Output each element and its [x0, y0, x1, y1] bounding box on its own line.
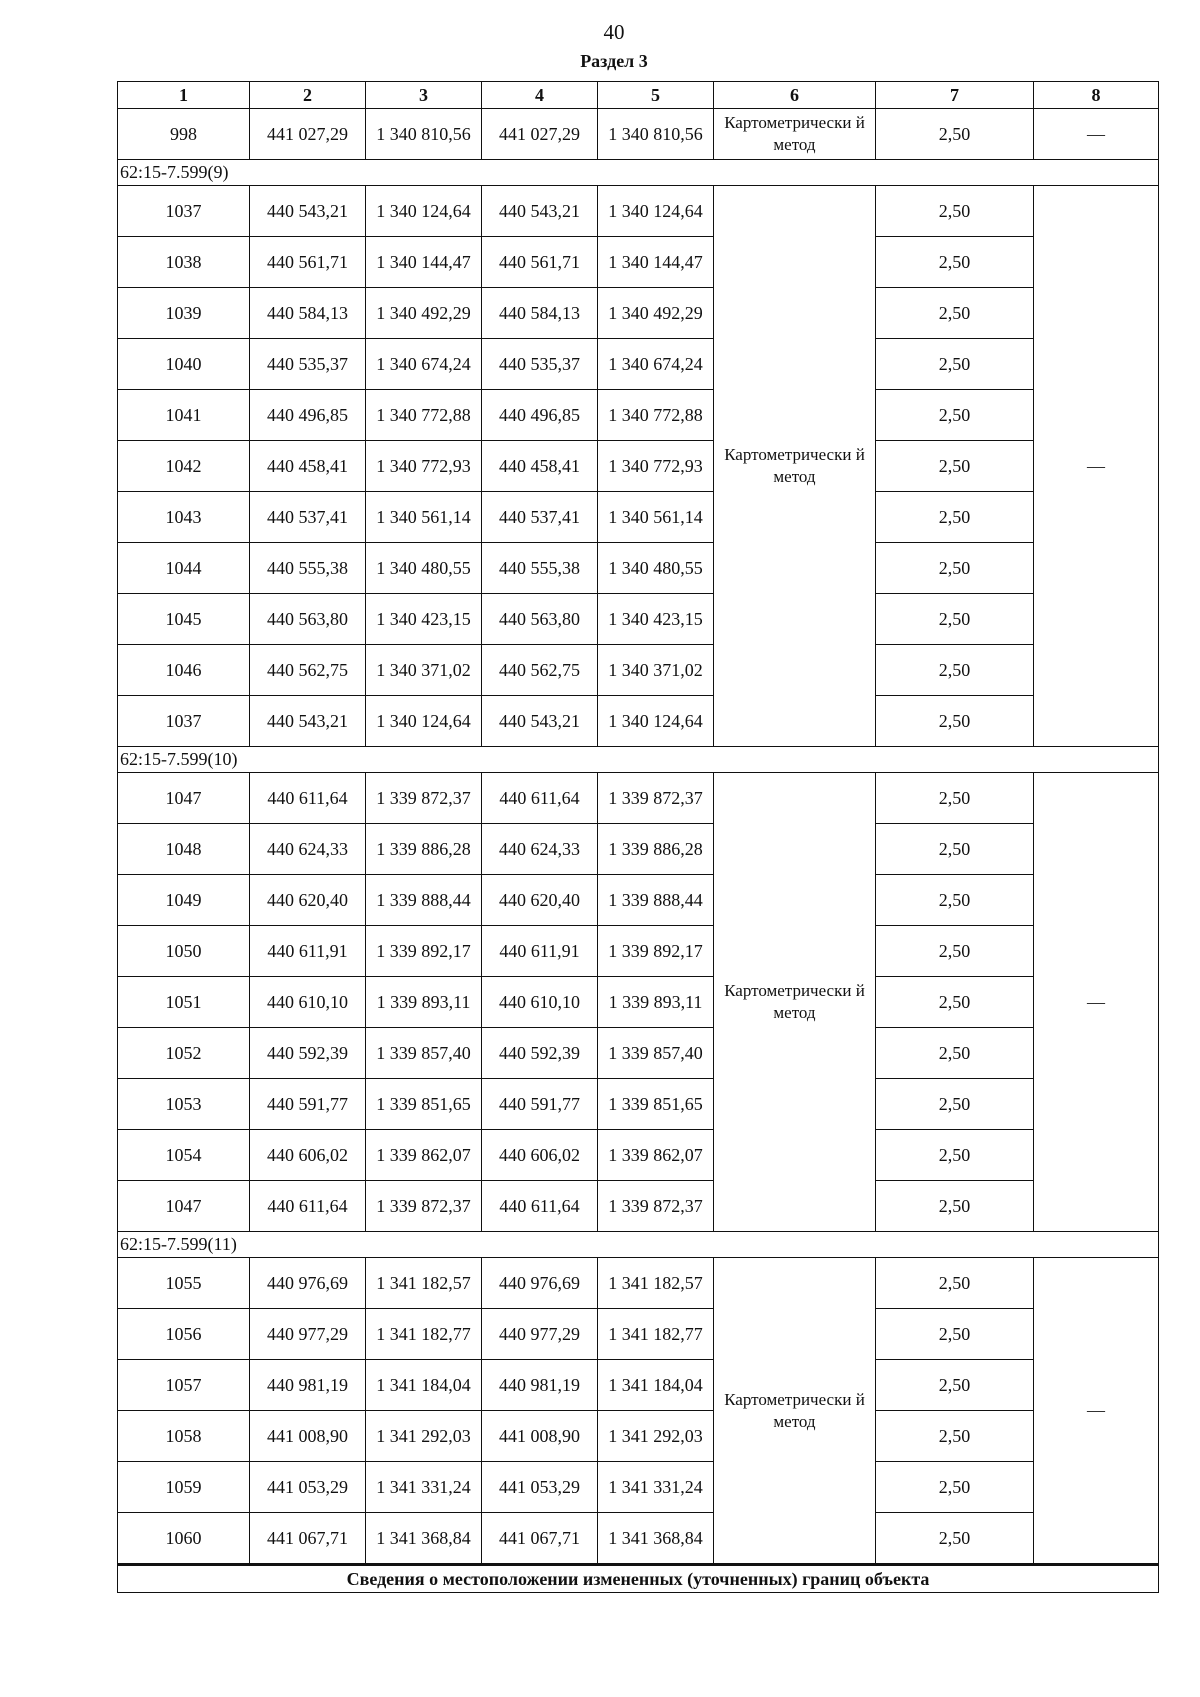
coordinate-cell: 1 340 423,15: [366, 594, 482, 645]
coordinate-cell: 1 340 144,47: [366, 237, 482, 288]
point-number-cell: 1045: [118, 594, 250, 645]
coordinate-cell: 440 606,02: [250, 1130, 366, 1181]
note-cell: —: [1034, 186, 1159, 747]
column-header-row: [118, 82, 1159, 109]
coordinate-cell: 440 561,71: [250, 237, 366, 288]
coordinate-cell: 1 341 331,24: [366, 1462, 482, 1513]
point-number-cell: 1038: [118, 237, 250, 288]
coordinate-cell: 1 340 124,64: [598, 186, 714, 237]
point-number-cell: 1060: [118, 1513, 250, 1565]
table-footer-caption: Сведения о местоположении измененных (уточненных) границ объекта: [118, 1565, 1159, 1593]
coordinate-cell: 1 339 892,17: [598, 926, 714, 977]
column-header: 3: [366, 82, 482, 109]
accuracy-cell: 2,50: [876, 441, 1034, 492]
table-row: [118, 1258, 1159, 1309]
coordinate-cell: 1 340 124,64: [598, 696, 714, 747]
coordinate-cell: 440 543,21: [482, 696, 598, 747]
coordinate-cell: 440 563,80: [250, 594, 366, 645]
coordinate-cell: 1 340 423,15: [598, 594, 714, 645]
coordinate-cell: 440 976,69: [482, 1258, 598, 1309]
accuracy-cell: 2,50: [876, 1028, 1034, 1079]
table-row: [118, 1513, 1159, 1565]
accuracy-cell: 2,50: [876, 926, 1034, 977]
coordinate-cell: 1 341 182,77: [598, 1309, 714, 1360]
coordinate-cell: 1 341 184,04: [366, 1360, 482, 1411]
accuracy-cell: 2,50: [876, 390, 1034, 441]
coordinate-cell: 440 611,64: [250, 773, 366, 824]
method-cell: Картометрически й метод: [714, 186, 876, 747]
column-header: 8: [1034, 82, 1159, 109]
coordinate-cell: 1 339 851,65: [598, 1079, 714, 1130]
coordinate-cell: 440 537,41: [482, 492, 598, 543]
point-number-cell: 1054: [118, 1130, 250, 1181]
point-number-cell: 1058: [118, 1411, 250, 1462]
table-row: [118, 773, 1159, 824]
coordinate-cell: 441 067,71: [482, 1513, 598, 1565]
coordinate-cell: 1 340 772,93: [598, 441, 714, 492]
coordinate-cell: 1 339 872,37: [366, 773, 482, 824]
table-row: [118, 237, 1159, 288]
point-number-cell: 1056: [118, 1309, 250, 1360]
point-number-cell: 1049: [118, 875, 250, 926]
point-number-cell: 1039: [118, 288, 250, 339]
table-row: [118, 1130, 1159, 1181]
coordinate-cell: 1 341 368,84: [598, 1513, 714, 1565]
table-row: [118, 1079, 1159, 1130]
accuracy-cell: 2,50: [876, 1309, 1034, 1360]
accuracy-cell: 2,50: [876, 696, 1034, 747]
coordinates-table: [117, 81, 1159, 1593]
coordinate-cell: 1 341 182,77: [366, 1309, 482, 1360]
coordinate-cell: 440 562,75: [250, 645, 366, 696]
coordinate-cell: 440 535,37: [250, 339, 366, 390]
table-row: [118, 875, 1159, 926]
coordinate-cell: 440 620,40: [250, 875, 366, 926]
group-header-row: [118, 747, 1159, 773]
column-header: 1: [118, 82, 250, 109]
coordinate-cell: 1 340 810,56: [366, 109, 482, 160]
coordinate-cell: 1 340 772,88: [366, 390, 482, 441]
coordinate-cell: 1 340 480,55: [366, 543, 482, 594]
coordinate-cell: 441 008,90: [482, 1411, 598, 1462]
coordinate-cell: 1 341 331,24: [598, 1462, 714, 1513]
point-number-cell: 1048: [118, 824, 250, 875]
table-row: [118, 288, 1159, 339]
coordinate-cell: 1 339 893,11: [598, 977, 714, 1028]
coordinate-cell: 440 977,29: [482, 1309, 598, 1360]
coordinate-cell: 440 620,40: [482, 875, 598, 926]
point-number-cell: 1059: [118, 1462, 250, 1513]
coordinate-cell: 1 339 872,37: [598, 1181, 714, 1232]
coordinate-cell: 440 592,39: [250, 1028, 366, 1079]
coordinate-cell: 440 611,91: [482, 926, 598, 977]
accuracy-cell: 2,50: [876, 186, 1034, 237]
group-title: 62:15-7.599(10): [118, 747, 1159, 773]
point-number-cell: 1043: [118, 492, 250, 543]
accuracy-cell: 2,50: [876, 1258, 1034, 1309]
coordinate-cell: 440 543,21: [250, 696, 366, 747]
accuracy-cell: 2,50: [876, 1513, 1034, 1565]
coordinate-cell: 1 340 124,64: [366, 696, 482, 747]
accuracy-cell: 2,50: [876, 977, 1034, 1028]
coordinate-cell: 441 053,29: [482, 1462, 598, 1513]
table-row: [118, 594, 1159, 645]
coordinate-cell: 440 592,39: [482, 1028, 598, 1079]
method-cell: Картометрически й метод: [714, 1258, 876, 1565]
coordinate-cell: 1 339 886,28: [366, 824, 482, 875]
coordinate-cell: 1 339 888,44: [366, 875, 482, 926]
section-title: Раздел 3: [580, 51, 648, 71]
accuracy-cell: 2,50: [876, 288, 1034, 339]
coordinate-cell: 441 067,71: [250, 1513, 366, 1565]
accuracy-cell: 2,50: [876, 594, 1034, 645]
coordinate-cell: 1 341 368,84: [366, 1513, 482, 1565]
coordinate-cell: 1 341 184,04: [598, 1360, 714, 1411]
coordinate-cell: 1 341 182,57: [598, 1258, 714, 1309]
coordinate-cell: 440 981,19: [250, 1360, 366, 1411]
table-row: [118, 1462, 1159, 1513]
table-footer-row: [118, 1565, 1159, 1593]
coordinate-cell: 440 563,80: [482, 594, 598, 645]
coordinate-cell: 440 624,33: [250, 824, 366, 875]
table-row: [118, 977, 1159, 1028]
table-row: [118, 186, 1159, 237]
accuracy-cell: 2,50: [876, 109, 1034, 160]
coordinate-cell: 440 606,02: [482, 1130, 598, 1181]
coordinate-cell: 1 339 862,07: [598, 1130, 714, 1181]
accuracy-cell: 2,50: [876, 1079, 1034, 1130]
point-number-cell: 1047: [118, 1181, 250, 1232]
page-number: 40: [603, 20, 625, 44]
point-number-cell: 1050: [118, 926, 250, 977]
table-row: [118, 543, 1159, 594]
point-number-cell: 1037: [118, 696, 250, 747]
coordinate-cell: 440 591,77: [250, 1079, 366, 1130]
coordinate-cell: 1 339 872,37: [598, 773, 714, 824]
coordinate-cell: 440 584,13: [250, 288, 366, 339]
coordinate-cell: 1 339 888,44: [598, 875, 714, 926]
note-cell: —: [1034, 773, 1159, 1232]
coordinate-cell: 440 610,10: [250, 977, 366, 1028]
coordinate-cell: 441 027,29: [482, 109, 598, 160]
coordinate-cell: 440 610,10: [482, 977, 598, 1028]
table-row: [118, 1181, 1159, 1232]
table-row: [118, 645, 1159, 696]
coordinate-cell: 1 340 561,14: [366, 492, 482, 543]
column-header: 4: [482, 82, 598, 109]
coordinate-cell: 440 458,41: [482, 441, 598, 492]
column-header: 6: [714, 82, 876, 109]
table-row: [118, 1411, 1159, 1462]
coordinate-cell: 441 008,90: [250, 1411, 366, 1462]
coordinate-cell: 1 339 893,11: [366, 977, 482, 1028]
accuracy-cell: 2,50: [876, 773, 1034, 824]
coordinate-cell: 1 341 292,03: [366, 1411, 482, 1462]
coordinate-cell: 440 611,64: [482, 773, 598, 824]
table-row: [118, 1309, 1159, 1360]
coordinate-cell: 1 339 886,28: [598, 824, 714, 875]
accuracy-cell: 2,50: [876, 824, 1034, 875]
accuracy-cell: 2,50: [876, 1181, 1034, 1232]
table-row: [118, 492, 1159, 543]
coordinate-cell: 440 496,85: [250, 390, 366, 441]
coordinate-cell: 441 053,29: [250, 1462, 366, 1513]
coordinate-cell: 440 562,75: [482, 645, 598, 696]
table-row: [118, 824, 1159, 875]
coordinate-cell: 1 340 371,02: [598, 645, 714, 696]
accuracy-cell: 2,50: [876, 645, 1034, 696]
coordinate-cell: 1 339 872,37: [366, 1181, 482, 1232]
coordinate-cell: 1 341 292,03: [598, 1411, 714, 1462]
coordinate-cell: 440 981,19: [482, 1360, 598, 1411]
table-row: [118, 390, 1159, 441]
table-row: [118, 696, 1159, 747]
accuracy-cell: 2,50: [876, 543, 1034, 594]
coordinate-cell: 440 543,21: [482, 186, 598, 237]
point-number-cell: 1057: [118, 1360, 250, 1411]
coordinate-cell: 1 339 857,40: [598, 1028, 714, 1079]
group-title: 62:15-7.599(9): [118, 160, 1159, 186]
coordinate-cell: 440 976,69: [250, 1258, 366, 1309]
point-number-cell: 1051: [118, 977, 250, 1028]
table-row: [118, 441, 1159, 492]
accuracy-cell: 2,50: [876, 1130, 1034, 1181]
coordinate-cell: 1 340 810,56: [598, 109, 714, 160]
group-header-row: [118, 160, 1159, 186]
coordinate-cell: 440 496,85: [482, 390, 598, 441]
coordinate-cell: 440 611,64: [482, 1181, 598, 1232]
coordinate-cell: 1 340 772,88: [598, 390, 714, 441]
point-number-cell: 1044: [118, 543, 250, 594]
accuracy-cell: 2,50: [876, 1462, 1034, 1513]
coordinate-cell: 440 624,33: [482, 824, 598, 875]
point-number-cell: 1052: [118, 1028, 250, 1079]
table-row: [118, 109, 1159, 160]
coordinate-cell: 440 535,37: [482, 339, 598, 390]
table-row: [118, 1360, 1159, 1411]
accuracy-cell: 2,50: [876, 237, 1034, 288]
group-title: 62:15-7.599(11): [118, 1232, 1159, 1258]
coordinate-cell: 1 339 851,65: [366, 1079, 482, 1130]
coordinate-cell: 1 339 857,40: [366, 1028, 482, 1079]
note-cell: —: [1034, 1258, 1159, 1565]
coordinate-cell: 1 340 772,93: [366, 441, 482, 492]
point-number-cell: 1042: [118, 441, 250, 492]
point-number-cell: 1046: [118, 645, 250, 696]
accuracy-cell: 2,50: [876, 492, 1034, 543]
coordinate-cell: 1 341 182,57: [366, 1258, 482, 1309]
coordinate-cell: 440 537,41: [250, 492, 366, 543]
coordinate-cell: 440 591,77: [482, 1079, 598, 1130]
coordinate-cell: 440 561,71: [482, 237, 598, 288]
coordinate-cell: 441 027,29: [250, 109, 366, 160]
coordinate-cell: 1 340 480,55: [598, 543, 714, 594]
point-number-cell: 998: [118, 109, 250, 160]
method-cell: Картометрически й метод: [714, 773, 876, 1232]
coordinate-cell: 440 458,41: [250, 441, 366, 492]
coordinate-cell: 1 340 492,29: [598, 288, 714, 339]
point-number-cell: 1037: [118, 186, 250, 237]
coordinate-cell: 1 340 144,47: [598, 237, 714, 288]
column-header: 5: [598, 82, 714, 109]
coordinate-cell: 440 555,38: [482, 543, 598, 594]
accuracy-cell: 2,50: [876, 875, 1034, 926]
point-number-cell: 1053: [118, 1079, 250, 1130]
column-header: 2: [250, 82, 366, 109]
note-cell: —: [1034, 109, 1159, 160]
table-row: [118, 1028, 1159, 1079]
coordinate-cell: 440 555,38: [250, 543, 366, 594]
table-row: [118, 926, 1159, 977]
group-header-row: [118, 1232, 1159, 1258]
point-number-cell: 1041: [118, 390, 250, 441]
coordinate-cell: 440 543,21: [250, 186, 366, 237]
coordinate-cell: 1 340 561,14: [598, 492, 714, 543]
point-number-cell: 1040: [118, 339, 250, 390]
coordinate-cell: 440 584,13: [482, 288, 598, 339]
point-number-cell: 1055: [118, 1258, 250, 1309]
point-number-cell: 1047: [118, 773, 250, 824]
coordinate-cell: 1 339 892,17: [366, 926, 482, 977]
coordinate-cell: 440 611,91: [250, 926, 366, 977]
coordinate-cell: 1 339 862,07: [366, 1130, 482, 1181]
coordinate-cell: 440 977,29: [250, 1309, 366, 1360]
accuracy-cell: 2,50: [876, 339, 1034, 390]
coordinate-cell: 1 340 674,24: [366, 339, 482, 390]
accuracy-cell: 2,50: [876, 1360, 1034, 1411]
method-cell: Картометрически й метод: [714, 109, 876, 160]
table-row: [118, 339, 1159, 390]
coordinate-cell: 440 611,64: [250, 1181, 366, 1232]
coordinate-cell: 1 340 674,24: [598, 339, 714, 390]
coordinate-cell: 1 340 124,64: [366, 186, 482, 237]
coordinate-cell: 1 340 371,02: [366, 645, 482, 696]
accuracy-cell: 2,50: [876, 1411, 1034, 1462]
coordinate-cell: 1 340 492,29: [366, 288, 482, 339]
column-header: 7: [876, 82, 1034, 109]
